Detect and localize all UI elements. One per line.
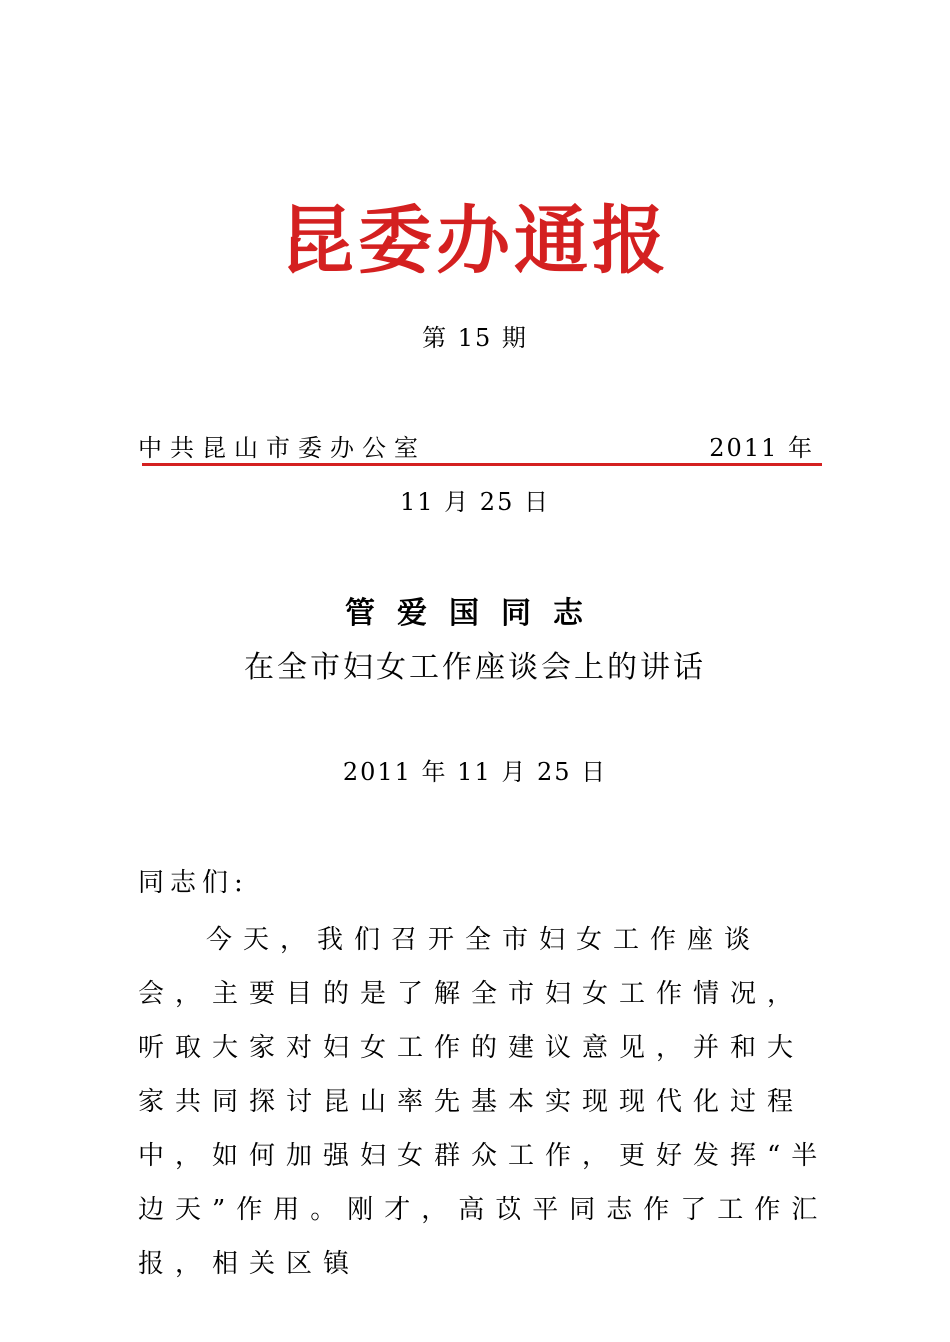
red-divider-line	[142, 463, 822, 466]
issue-date: 11 月 25 日	[400, 488, 550, 516]
salutation: 同志们:	[138, 868, 249, 898]
issue-year: 2011 年	[709, 434, 814, 462]
speech-date: 2011 年 11 月 25 日	[342, 758, 608, 786]
masthead-title: 昆委办通报	[280, 198, 670, 284]
body-paragraph: 今天，我们召开全市妇女工作座谈会，主要目的是了解全市妇女工作情况，听取大家对妇女工作的建议意见，并和大家共同探讨昆山率先基本实现现代化过程中，如何加强妇女群众工作，更好发挥“半边天”作用。刚才，高苡平同志作了工作汇报，相关区镇	[138, 925, 829, 1279]
speech-title: 在全市妇女工作座谈会上的讲话	[244, 650, 706, 685]
issuer-name: 中共昆山市委办公室	[138, 434, 426, 462]
issue-number: 第 15 期	[422, 324, 528, 352]
speaker-name: 管爱国同志	[345, 596, 605, 631]
